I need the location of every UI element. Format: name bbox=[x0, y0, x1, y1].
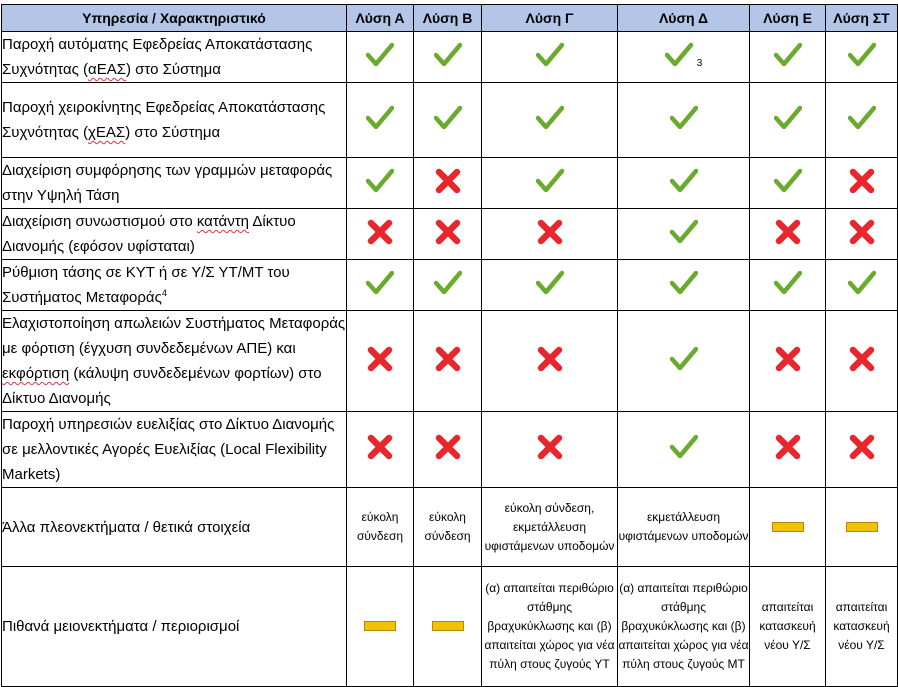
table-row bbox=[2, 311, 898, 412]
row-label: Διαχείριση συμφόρησης των γραμμών μεταφοράς στην Υψηλή Τάση bbox=[2, 158, 347, 209]
cross-icon bbox=[367, 346, 393, 377]
mark-cell bbox=[347, 32, 414, 83]
advantage-a: εύκολη σύνδεση bbox=[347, 488, 414, 567]
cross-icon bbox=[435, 346, 461, 377]
mark-cell bbox=[414, 311, 482, 412]
checkmark-icon bbox=[536, 270, 564, 301]
checkmark-icon bbox=[536, 42, 564, 73]
checkmark-icon bbox=[366, 42, 394, 73]
checkmark-icon bbox=[848, 270, 876, 301]
table-row bbox=[2, 412, 898, 488]
mark-cell bbox=[347, 158, 414, 209]
mark-cell bbox=[414, 158, 482, 209]
mark-cell bbox=[414, 83, 482, 158]
checkmark-icon bbox=[670, 219, 698, 250]
disadvantage-c: (α) απαιτείται περιθώριο στάθμης βραχυκύκλωσης και (β) απαιτείται χώρος για νέα πύλη στους ζυγούς ΥΤ bbox=[482, 567, 618, 687]
checkmark-icon bbox=[774, 105, 802, 136]
cross-icon bbox=[775, 346, 801, 377]
disadvantage-e: απαιτείται κατασκευή νέου Υ/Σ bbox=[750, 567, 826, 687]
cross-icon bbox=[435, 168, 461, 199]
mark-cell bbox=[618, 83, 750, 158]
disadvantage-a bbox=[347, 567, 414, 687]
checkmark-icon bbox=[774, 168, 802, 199]
header-feature: Υπηρεσία / Χαρακτηριστικό bbox=[2, 5, 347, 32]
mark-cell bbox=[347, 260, 414, 311]
checkmark-icon bbox=[774, 270, 802, 301]
cross-icon bbox=[849, 168, 875, 199]
checkmark-icon bbox=[670, 105, 698, 136]
mark-cell bbox=[482, 412, 618, 488]
row-label: Διαχείριση συνωστισμού στο κατάντη Δίκτυο Διανομής (εφόσον υφίσταται) bbox=[2, 209, 347, 260]
cross-icon bbox=[775, 219, 801, 250]
advantages-row bbox=[2, 488, 898, 567]
mark-cell bbox=[750, 311, 826, 412]
mark-cell bbox=[347, 311, 414, 412]
cross-icon bbox=[849, 346, 875, 377]
header-solution-f: Λύση ΣΤ bbox=[826, 5, 898, 32]
advantage-f bbox=[826, 488, 898, 567]
advantage-c: εύκολη σύνδεση, εκμετάλλευση υφιστάμενων υποδομών bbox=[482, 488, 618, 567]
cross-icon bbox=[775, 434, 801, 465]
checkmark-icon bbox=[848, 105, 876, 136]
cross-icon bbox=[537, 219, 563, 250]
cross-icon bbox=[367, 434, 393, 465]
mark-cell bbox=[618, 209, 750, 260]
table-row bbox=[2, 83, 898, 158]
mark-cell bbox=[414, 412, 482, 488]
mark-cell bbox=[826, 311, 898, 412]
table-row bbox=[2, 209, 898, 260]
header-solution-a: Λύση Α bbox=[347, 5, 414, 32]
checkmark-icon bbox=[366, 168, 394, 199]
header-row bbox=[2, 5, 898, 32]
checkmark-icon bbox=[670, 434, 698, 465]
mark-cell bbox=[826, 158, 898, 209]
mark-cell bbox=[414, 32, 482, 83]
footnote-ref: 4 bbox=[161, 288, 167, 298]
dash-icon bbox=[364, 621, 396, 631]
row-label: Παροχή χειροκίνητης Εφεδρείας Αποκατάστασης Συχνότητας (χΕΑΣ) στο Σύστημα bbox=[2, 83, 347, 158]
table-row bbox=[2, 260, 898, 311]
mark-cell bbox=[750, 260, 826, 311]
checkmark-icon bbox=[665, 42, 693, 73]
table-row bbox=[2, 158, 898, 209]
mark-cell bbox=[482, 209, 618, 260]
checkmark-icon bbox=[536, 168, 564, 199]
cross-icon bbox=[435, 434, 461, 465]
checkmark-icon bbox=[670, 168, 698, 199]
mark-cell bbox=[414, 209, 482, 260]
cross-icon bbox=[537, 346, 563, 377]
mark-cell bbox=[482, 32, 618, 83]
row-label: Παροχή υπηρεσιών ευελιξίας στο Δίκτυο Διανομής σε μελλοντικές Αγορές Ευελιξίας (Local Flexibility Markets) bbox=[2, 412, 347, 488]
mark-cell bbox=[826, 209, 898, 260]
advantage-d: εκμετάλλευση υφιστάμενων υποδομών bbox=[618, 488, 750, 567]
header-solution-d: Λύση Δ bbox=[618, 5, 750, 32]
mark-cell bbox=[826, 260, 898, 311]
mark-cell bbox=[826, 412, 898, 488]
row-label: Παροχή αυτόματης Εφεδρείας Αποκατάστασης Συχνότητας (αΕΑΣ) στο Σύστημα bbox=[2, 32, 347, 83]
checkmark-icon bbox=[366, 105, 394, 136]
mark-cell bbox=[414, 260, 482, 311]
header-solution-b: Λύση Β bbox=[414, 5, 482, 32]
cross-icon bbox=[849, 434, 875, 465]
mark-cell bbox=[482, 158, 618, 209]
checkmark-icon bbox=[434, 105, 462, 136]
header-solution-c: Λύση Γ bbox=[482, 5, 618, 32]
mark-cell bbox=[347, 209, 414, 260]
cross-icon bbox=[537, 434, 563, 465]
mark-cell bbox=[826, 83, 898, 158]
advantages-label: Άλλα πλεονεκτήματα / θετικά στοιχεία bbox=[2, 488, 347, 567]
advantage-e bbox=[750, 488, 826, 567]
checkmark-icon bbox=[366, 270, 394, 301]
dash-icon bbox=[432, 621, 464, 631]
disadvantage-d: (α) απαιτείται περιθώριο στάθμης βραχυκύκλωσης και (β) απαιτείται χώρος για νέα πύλη στους ζυγούς ΜΤ bbox=[618, 567, 750, 687]
checkmark-icon bbox=[774, 42, 802, 73]
cross-icon bbox=[367, 219, 393, 250]
mark-cell bbox=[347, 83, 414, 158]
cross-icon bbox=[435, 219, 461, 250]
disadvantages-label: Πιθανά μειονεκτήματα / περιορισμοί bbox=[2, 567, 347, 687]
dash-icon bbox=[846, 522, 878, 532]
checkmark-icon bbox=[670, 270, 698, 301]
cross-icon bbox=[849, 219, 875, 250]
disadvantages-row bbox=[2, 567, 898, 687]
checkmark-icon bbox=[670, 346, 698, 377]
mark-cell bbox=[618, 260, 750, 311]
mark-cell bbox=[618, 412, 750, 488]
row-label: Ελαχιστοποίηση απωλειών Συστήματος Μεταφοράς με φόρτιση (έγχυση συνδεδεμένων ΑΠΕ) και εκφόρτιση (κάλυψη συνδεδεμένων φορτίων) στο Δίκτυο Διανομής bbox=[2, 311, 347, 412]
mark-cell bbox=[750, 158, 826, 209]
mark-cell bbox=[750, 32, 826, 83]
row-label: Ρύθμιση τάσης σε ΚΥΤ ή σε Υ/Σ ΥΤ/ΜΤ του Συστήματος Μεταφοράς$^4$ bbox=[2, 260, 347, 311]
header-solution-e: Λύση Ε bbox=[750, 5, 826, 32]
advantage-b: εύκολη σύνδεση bbox=[414, 488, 482, 567]
checkmark-icon bbox=[848, 42, 876, 73]
mark-cell bbox=[618, 32, 750, 83]
mark-cell bbox=[750, 209, 826, 260]
mark-cell bbox=[618, 311, 750, 412]
disadvantage-b bbox=[414, 567, 482, 687]
mark-cell bbox=[618, 158, 750, 209]
mark-cell bbox=[482, 311, 618, 412]
disadvantage-f: απαιτείται κατασκευή νέου Υ/Σ bbox=[826, 567, 898, 687]
mark-cell bbox=[750, 83, 826, 158]
mark-cell bbox=[750, 412, 826, 488]
mark-cell bbox=[347, 412, 414, 488]
dash-icon bbox=[772, 522, 804, 532]
mark-cell bbox=[826, 32, 898, 83]
mark-cell bbox=[482, 83, 618, 158]
comparison-table bbox=[1, 4, 898, 687]
table-row bbox=[2, 32, 898, 83]
checkmark-icon bbox=[434, 42, 462, 73]
checkmark-icon bbox=[434, 270, 462, 301]
checkmark-icon bbox=[536, 105, 564, 136]
footnote-ref: 3 bbox=[696, 58, 703, 70]
mark-cell bbox=[482, 260, 618, 311]
